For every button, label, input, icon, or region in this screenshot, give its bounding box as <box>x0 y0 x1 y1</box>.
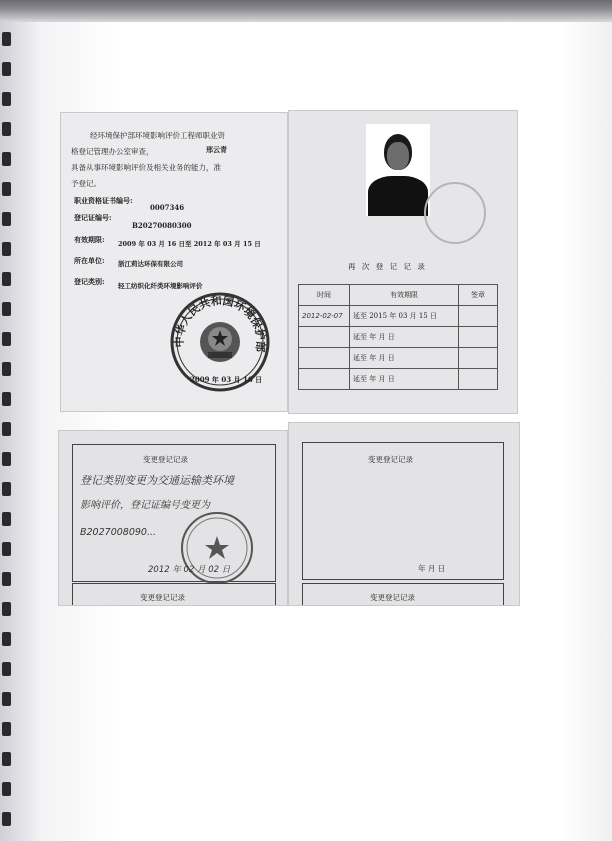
binding-hole <box>2 182 11 196</box>
holder-name: 邢云青 <box>206 145 227 154</box>
row-1-seal <box>459 306 498 327</box>
row-2-term: 延至 年 月 日 <box>350 327 459 348</box>
unit-value: 浙江莉达环保有限公司 <box>118 260 183 268</box>
row-4-time <box>299 369 350 390</box>
binding-hole <box>2 632 11 646</box>
binding-holes <box>0 20 16 841</box>
category-value: 轻工纺织化纤类环境影响评价 <box>118 282 203 290</box>
seal-date: 2009 年 03 月 16 日 <box>190 375 263 384</box>
valid-period-label: 有效期限: <box>74 235 105 244</box>
row-3-term: 延至 年 月 日 <box>350 348 459 369</box>
binding-hole <box>2 812 11 826</box>
row-3-time <box>299 348 350 369</box>
reg-cert-number: B20270080300 <box>132 221 192 230</box>
category-label: 登记类别: <box>74 277 105 286</box>
binding-hole <box>2 572 11 586</box>
row-3-seal <box>459 348 498 369</box>
binding-hole <box>2 752 11 766</box>
binding-hole <box>2 122 11 136</box>
qual-cert-label: 职业资格证书编号: <box>74 196 133 205</box>
handwritten-line-1: 登记类别变更为交通运输类环境 <box>80 474 234 487</box>
binding-hole <box>2 152 11 166</box>
re-registration-table <box>298 284 498 390</box>
faint-stamp-mark <box>420 178 490 248</box>
handwritten-line-2: 影响评价，登记证编号变更为 <box>80 500 210 511</box>
binding-hole <box>2 662 11 676</box>
binding-hole <box>2 242 11 256</box>
valid-period-value: 2009 年 03 月 16 日至 2012 年 03 月 15 日 <box>118 240 261 248</box>
cert-paragraph-line-1: 经环境保护部环境影响评价工程师职业资 <box>90 131 225 140</box>
scan-top-shadow <box>0 0 612 22</box>
col-header-time: 时间 <box>299 285 350 306</box>
binding-hole <box>2 602 11 616</box>
binding-hole <box>2 62 11 76</box>
row-4-term: 延至 年 月 日 <box>350 369 459 390</box>
binding-hole <box>2 392 11 406</box>
handwritten-line-3: B2027008090... <box>80 527 157 538</box>
row-2-seal <box>459 327 498 348</box>
next-change-title: 变更登记记录 <box>140 593 185 602</box>
row-4-seal <box>459 369 498 390</box>
binding-hole <box>2 212 11 226</box>
row-1-term: 延至 2015 年 03 月 15 日 <box>350 306 459 327</box>
next-change-title-right: 变更登记记录 <box>370 593 415 602</box>
cert-paragraph-line-3: 具备从事环境影响评价及相关业务的能力，准 <box>71 163 221 172</box>
unit-label: 所在单位: <box>74 256 105 265</box>
date-line-right: 年 月 日 <box>418 564 446 573</box>
change-record-title-right: 变更登记记录 <box>368 455 413 464</box>
binding-hole <box>2 272 11 286</box>
handwritten-date: 2012 年 02 月 02 日 <box>148 565 231 575</box>
binding-hole <box>2 692 11 706</box>
binding-hole <box>2 332 11 346</box>
binding-hole <box>2 302 11 316</box>
binding-hole <box>2 512 11 526</box>
row-1-time: 2012-02-07 <box>299 306 350 327</box>
cert-paragraph-line-2: 格登记管理办公室审查， <box>71 147 154 156</box>
change-record-title: 变更登记记录 <box>143 455 188 464</box>
binding-hole <box>2 482 11 496</box>
binding-hole <box>2 542 11 556</box>
binding-hole <box>2 422 11 436</box>
col-header-term: 有效期限 <box>350 285 459 306</box>
binding-hole <box>2 452 11 466</box>
binding-hole <box>2 722 11 736</box>
col-header-seal: 签章 <box>459 285 498 306</box>
reg-cert-label: 登记证编号: <box>74 213 112 222</box>
qual-cert-number: 0007346 <box>150 203 185 212</box>
re-registration-title: 再 次 登 记 记 录 <box>348 262 427 271</box>
row-2-time <box>299 327 350 348</box>
seal-text: 中华人民共和国环境保护部 <box>172 294 268 353</box>
binding-hole <box>2 362 11 376</box>
binding-hole <box>2 92 11 106</box>
binding-hole <box>2 32 11 46</box>
binding-hole <box>2 782 11 796</box>
cert-paragraph-line-4: 予登记。 <box>71 179 101 188</box>
